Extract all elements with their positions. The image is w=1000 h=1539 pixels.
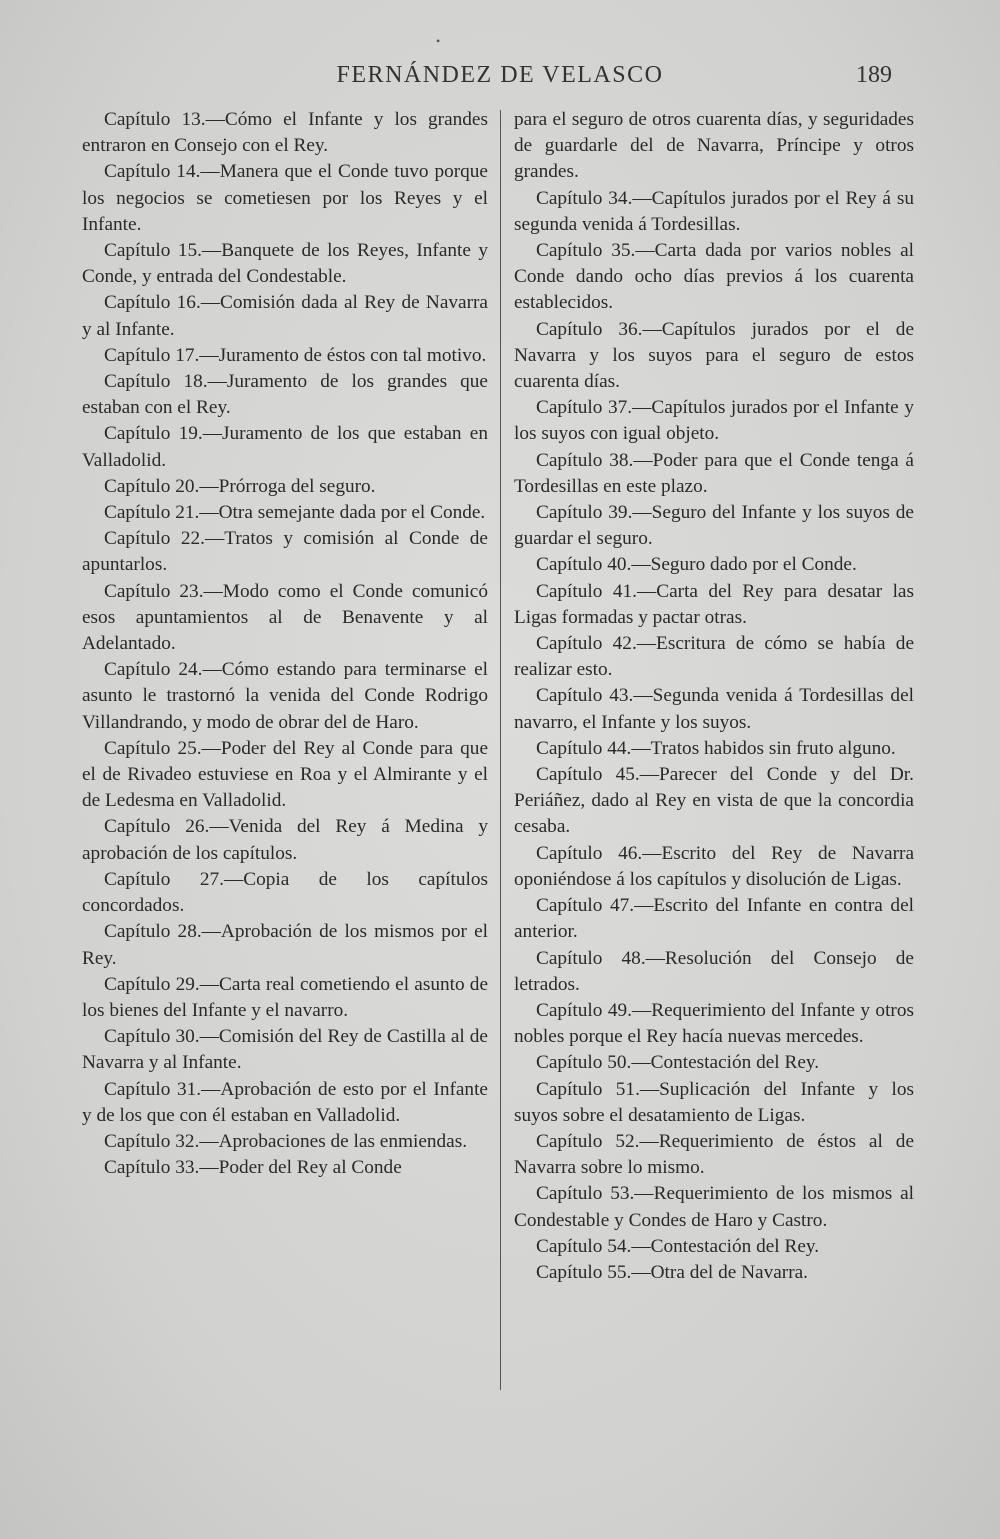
chapter-entry-13: Capítulo 13.—Cómo el Infante y los grandes entraron en Consejo con el Rey. (82, 109, 488, 157)
chapter-entry-15: Capítulo 15.—Banquete de los Reyes, Infante y Conde, y entrada del Condestable. (82, 240, 488, 288)
chapter-entry-47: Capítulo 47.—Escrito del Infante en contra del anterior. (514, 895, 914, 943)
chapter-entry-24: Capítulo 24.—Cómo estando para terminarse el asunto le trastornó la venida del Conde Rodrigo Villandrando, y modo de obrar del de Haro. (82, 659, 488, 733)
chapter-entry-45: Capítulo 45.—Parecer del Conde y del Dr. Periáñez, dado al Rey en vista de que la concordia cesaba. (514, 764, 914, 838)
chapter-entry-32: Capítulo 32.—Aprobaciones de las enmiendas. (104, 1130, 468, 1152)
chapter-entry-41: Capítulo 41.—Carta del Rey para desatar las Ligas formadas y pactar otras. (514, 580, 914, 628)
print-speck: • (436, 34, 441, 48)
chapter-entry-27: Capítulo 27.—Copia de los capítulos concordados. (82, 868, 488, 917)
chapter-entry-22: Capítulo 22.—Tratos y comisión al Conde de apuntarlos. (82, 528, 488, 576)
chapter-entry-25: Capítulo 25.—Poder del Rey al Conde para que el de Rivadeo estuviese en Roa y el Almirante y el de Ledesma en Valladolid. (82, 737, 488, 812)
page-header (0, 62, 1000, 96)
chapter-entry-55: Capítulo 55.—Otra del de Navarra. (536, 1261, 808, 1283)
chapter-entry-44: Capítulo 44.—Tratos habidos sin fruto alguno. (536, 737, 896, 759)
chapter-entry-33-continuation: para el seguro de otros cuarenta días, y seguridades de guardarle del de Navarra, Príncipe y otros grandes. (514, 109, 914, 183)
left-column (82, 107, 488, 1181)
chapter-entry-29: Capítulo 29.—Carta real cometiendo el asunto de los bienes del Infante y el navarro. (82, 973, 488, 1021)
chapter-entry-18: Capítulo 18.—Juramento de los grandes que estaban con el Rey. (82, 371, 488, 419)
chapter-entry-42: Capítulo 42.—Escritura de cómo se había de realizar esto. (514, 633, 914, 681)
chapter-entry-37: Capítulo 37.—Capítulos jurados por el Infante y los suyos con igual objeto. (514, 397, 914, 445)
chapter-entry-21: Capítulo 21.—Otra semejante dada por el Conde. (104, 502, 486, 524)
chapter-entry-16: Capítulo 16.—Comisión dada al Rey de Navarra y al Infante. (82, 292, 488, 340)
chapter-entry-26: Capítulo 26.—Venida del Rey á Medina y aprobación de los capítulos. (82, 816, 488, 864)
right-column (514, 107, 914, 1286)
chapter-entry-35: Capítulo 35.—Carta dada por varios nobles al Conde dando ocho días previos á los cuarenta establecidos. (514, 240, 914, 314)
chapter-entry-43: Capítulo 43.—Segunda venida á Tordesillas del navarro, el Infante y los suyos. (514, 685, 914, 733)
chapter-entry-40: Capítulo 40.—Seguro dado por el Conde. (536, 554, 857, 576)
chapter-entry-36: Capítulo 36.—Capítulos jurados por el de Navarra y los suyos para el seguro de estos cuarenta días. (514, 318, 914, 393)
chapter-entry-52: Capítulo 52.—Requerimiento de éstos al de Navarra sobre lo mismo. (514, 1130, 914, 1179)
chapter-entry-53: Capítulo 53.—Requerimiento de los mismos al Condestable y Condes de Haro y Castro. (514, 1183, 914, 1231)
chapter-entry-28: Capítulo 28.—Aprobación de los mismos por el Rey. (82, 921, 488, 969)
page-number: 189 (856, 62, 892, 88)
running-title: FERNÁNDEZ DE VELASCO (336, 62, 664, 88)
chapter-entry-23: Capítulo 23.—Modo como el Conde comunicó esos apuntamientos al de Benavente y al Adelantado. (82, 580, 488, 655)
chapter-entry-50: Capítulo 50.—Contestación del Rey. (536, 1052, 820, 1074)
column-divider (500, 110, 501, 1390)
chapter-entry-51: Capítulo 51.—Suplicación del Infante y los suyos sobre el desatamiento de Ligas. (514, 1078, 914, 1126)
chapter-entry-14: Capítulo 14.—Manera que el Conde tuvo porque los negocios se cometiesen por los Reyes y el Infante. (82, 161, 488, 235)
chapter-entry-20: Capítulo 20.—Prórroga del seguro. (104, 475, 376, 497)
chapter-entry-46: Capítulo 46.—Escrito del Rey de Navarra oponiéndose á los capítulos y disolución de Ligas. (514, 842, 914, 890)
chapter-entry-17: Capítulo 17.—Juramento de éstos con tal motivo. (104, 344, 487, 366)
chapter-entry-54: Capítulo 54.—Contestación del Rey. (536, 1235, 820, 1257)
chapter-entry-48: Capítulo 48.—Resolución del Consejo de letrados. (514, 947, 914, 995)
chapter-entry-30: Capítulo 30.—Comisión del Rey de Castilla al de Navarra y al Infante. (82, 1026, 488, 1074)
chapter-entry-38: Capítulo 38.—Poder para que el Conde tenga á Tordesillas en este plazo. (514, 449, 914, 497)
chapter-entry-39: Capítulo 39.—Seguro del Infante y los suyos de guardar el seguro. (514, 502, 914, 550)
chapter-entry-34: Capítulo 34.—Capítulos jurados por el Rey á su segunda venida á Tordesillas. (514, 187, 914, 235)
chapter-entry-19: Capítulo 19.—Juramento de los que estaban en Valladolid. (82, 423, 488, 471)
chapter-entry-31: Capítulo 31.—Aprobación de esto por el Infante y de los que con él estaban en Valladolid. (82, 1078, 488, 1126)
chapter-entry-49: Capítulo 49.—Requerimiento del Infante y otros nobles porque el Rey hacía nuevas mercedes. (514, 999, 914, 1048)
chapter-entry-33: Capítulo 33.—Poder del Rey al Conde (104, 1157, 402, 1179)
